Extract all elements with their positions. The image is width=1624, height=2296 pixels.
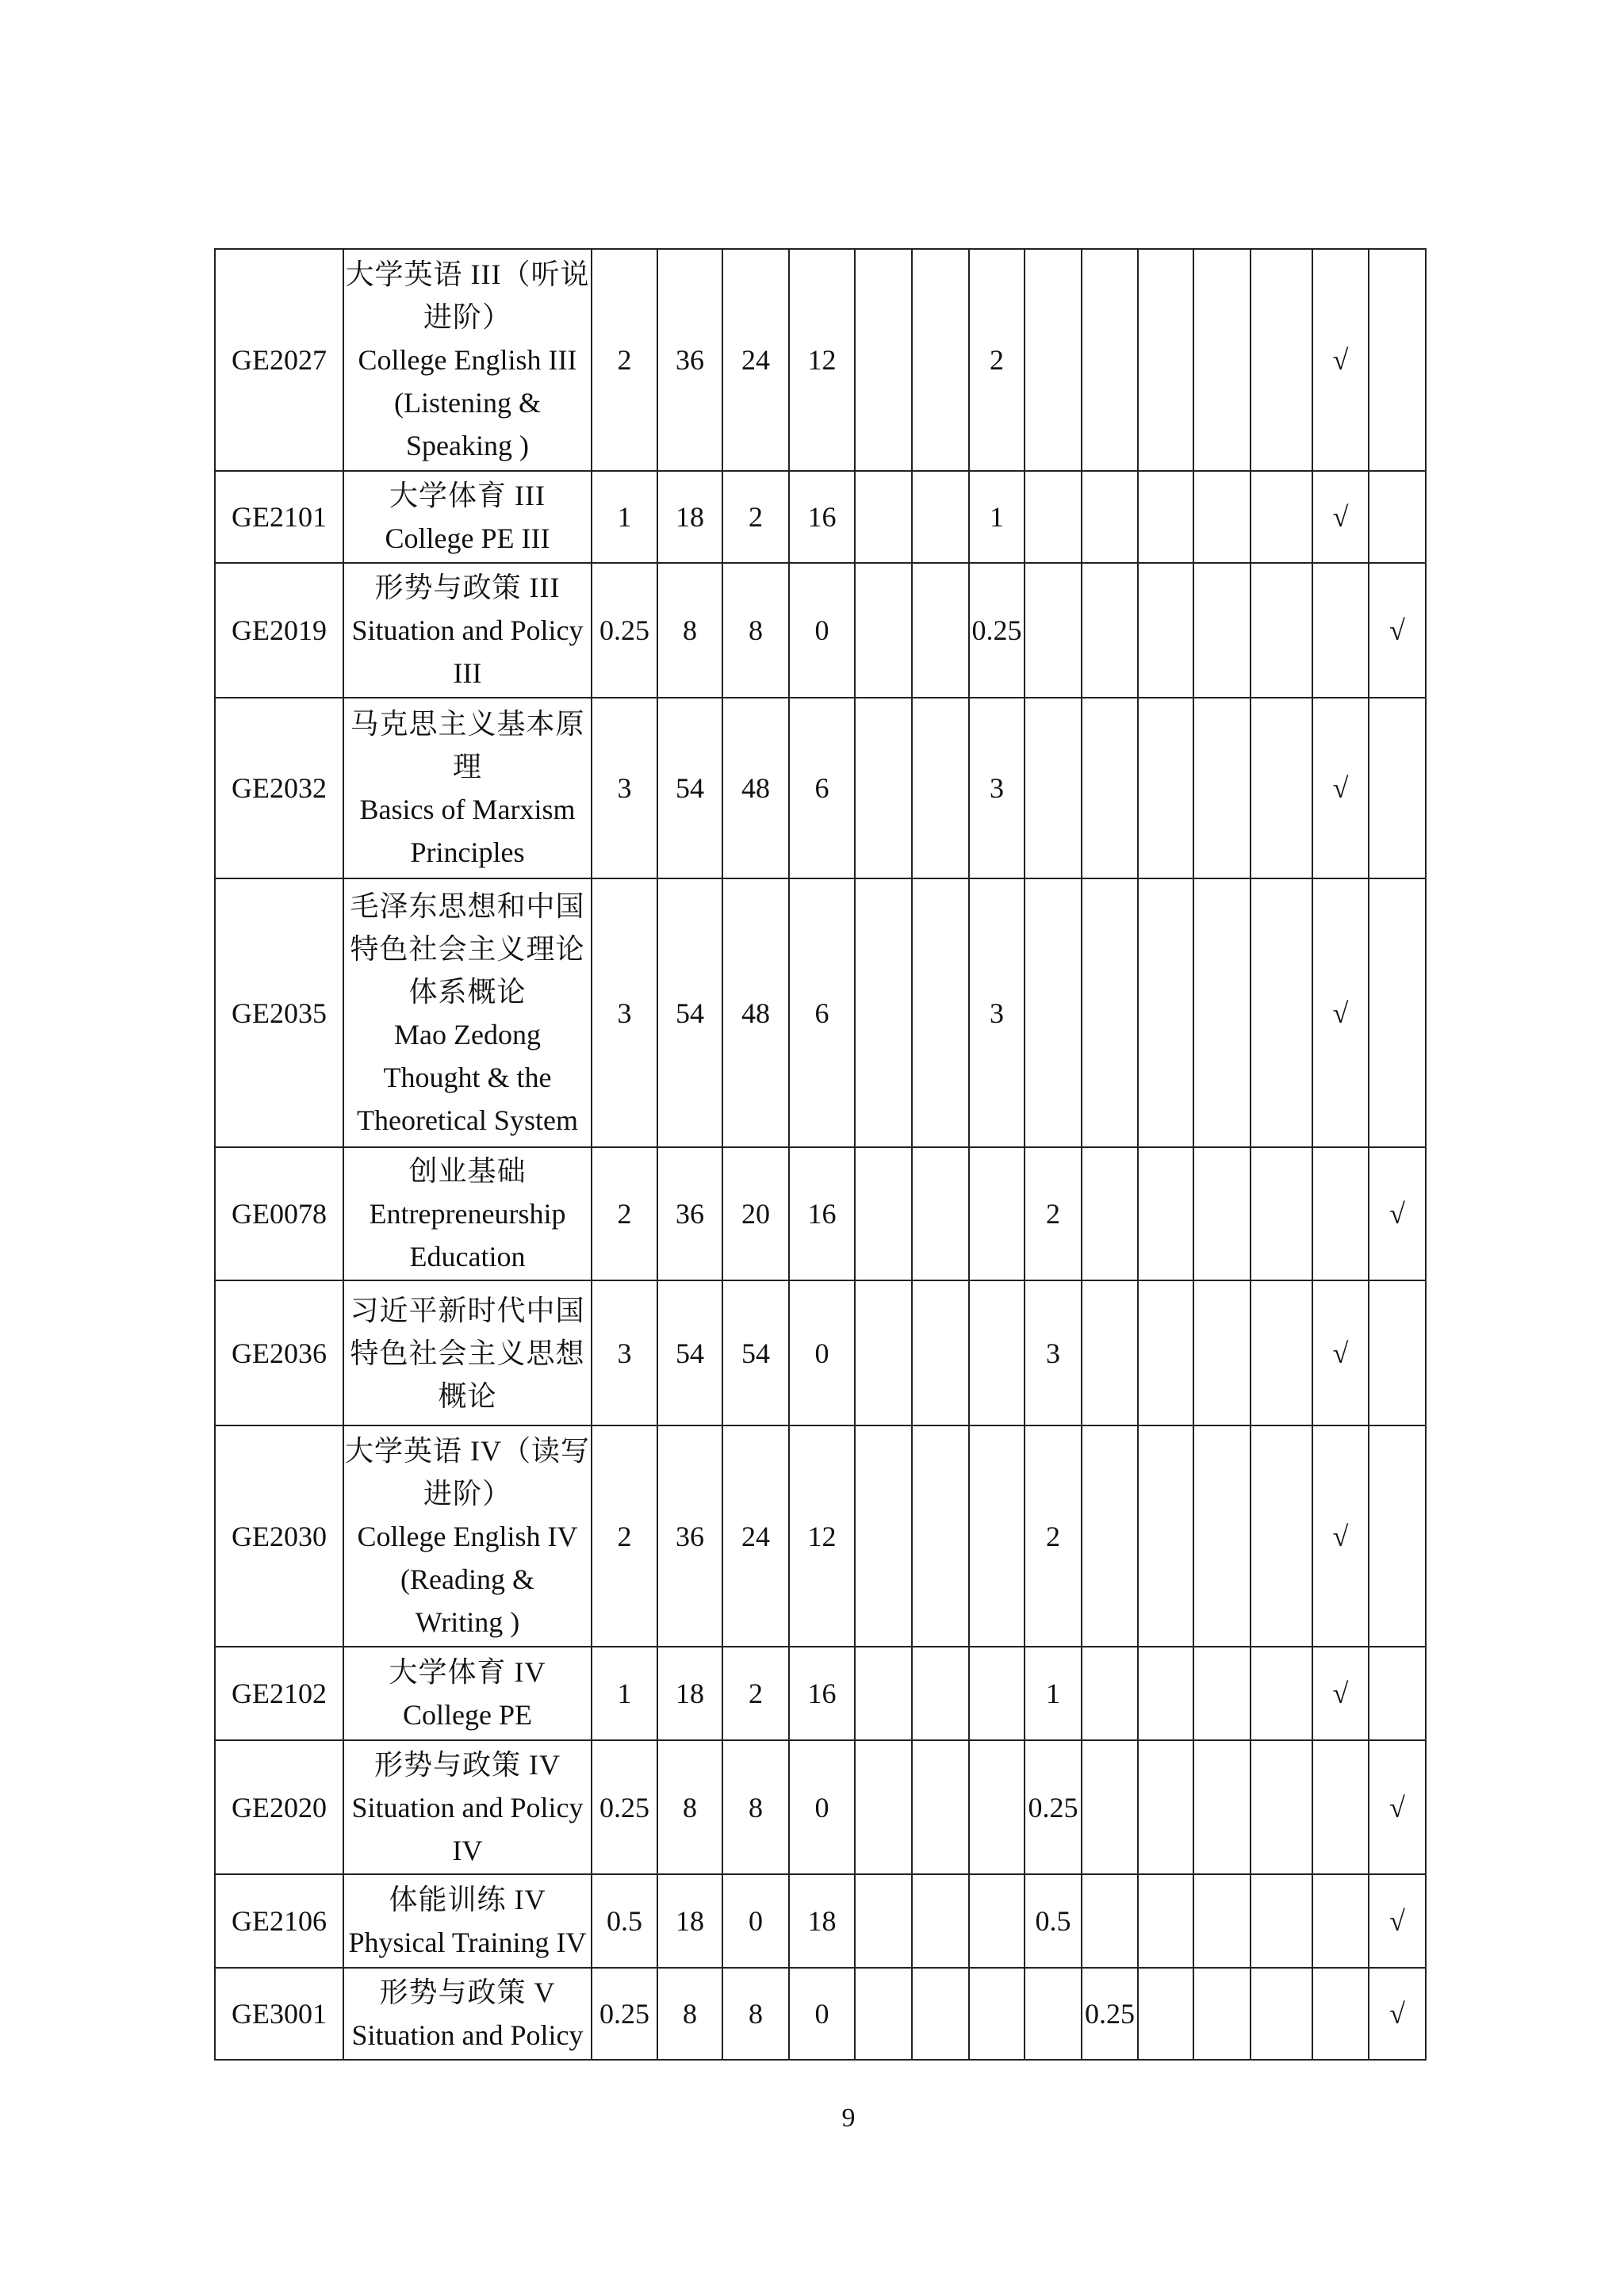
semester-3-cell [969,1147,1025,1280]
table-row [215,1874,1426,1968]
semester-3-cell: 2 [969,249,1025,471]
credits-cell: 2 [592,249,657,471]
semester-8-cell [1251,1280,1312,1425]
total-hours-cell: 54 [657,1280,722,1425]
credits-cell: 3 [592,698,657,878]
semester-7-cell [1193,1425,1251,1647]
table-row [215,1425,1426,1647]
table-row [215,563,1426,698]
semester-6-cell [1138,878,1193,1147]
course-name-line: 大学英语 IV（读写 [345,1434,590,1467]
total-hours-cell: 54 [657,698,722,878]
semester-8-cell [1251,1647,1312,1740]
total-hours-cell: 36 [657,249,722,471]
semester-6-cell [1138,563,1193,698]
course-name-line: Principles [410,836,525,868]
course-name-line: 体能训练 IV [389,1884,546,1915]
course-name-line: 习近平新时代中国 [350,1294,585,1326]
course-name-line: (Reading & [400,1563,534,1595]
course-name-line: Thought & the [383,1061,552,1093]
elective-check-cell: √ [1369,1874,1426,1968]
course-code-cell: GE2035 [215,878,343,1147]
course-name-line: IV [452,1834,483,1866]
credits-cell: 0.25 [592,1968,657,2060]
elective-check-cell [1369,471,1426,563]
semester-8-cell [1251,471,1312,563]
credits-cell: 2 [592,1147,657,1280]
semester-8-cell [1251,1147,1312,1280]
table-row [215,249,1426,471]
practice-hours-cell: 18 [789,1874,855,1968]
credits-cell: 1 [592,1647,657,1740]
course-code-cell: GE2102 [215,1647,343,1740]
semester-4-cell [1025,471,1082,563]
semester-6-cell [1138,1647,1193,1740]
required-check-cell: √ [1312,471,1369,563]
semester-6-cell [1138,471,1193,563]
semester-5-cell [1082,698,1138,878]
lecture-hours-cell: 2 [722,1647,789,1740]
practice-hours-cell: 0 [789,1968,855,2060]
semester-8-cell [1251,563,1312,698]
course-name-line: 形势与政策 V [379,1976,556,2008]
course-code-cell: GE2027 [215,249,343,471]
required-check-cell [1312,1147,1369,1280]
semester-2-cell [912,1968,969,2060]
required-check-cell: √ [1312,698,1369,878]
course-name-line: (Listening & [394,387,541,419]
course-name-line: Entrepreneurship [369,1198,566,1230]
lecture-hours-cell: 8 [722,1968,789,2060]
elective-check-cell: √ [1369,563,1426,698]
course-name-line: Education [409,1241,526,1272]
semester-5-cell [1082,878,1138,1147]
semester-2-cell [912,1280,969,1425]
semester-3-cell: 3 [969,698,1025,878]
course-code-cell: GE2036 [215,1280,343,1425]
total-hours-cell: 8 [657,1740,722,1874]
semester-1-cell [855,1740,912,1874]
course-name-line: 创业基础 [408,1155,527,1187]
semester-3-cell [969,1740,1025,1874]
semester-5-cell [1082,1740,1138,1874]
semester-6-cell [1138,1874,1193,1968]
semester-3-cell [969,1280,1025,1425]
required-check-cell: √ [1312,878,1369,1147]
course-code-cell: GE2101 [215,471,343,563]
semester-1-cell [855,471,912,563]
semester-5-cell [1082,1874,1138,1968]
semester-1-cell [855,1425,912,1647]
semester-7-cell [1193,1968,1251,2060]
semester-5-cell [1082,471,1138,563]
semester-6-cell [1138,1740,1193,1874]
course-code-cell: GE2106 [215,1874,343,1968]
course-name-line: Mao Zedong [394,1018,541,1050]
lecture-hours-cell: 48 [722,878,789,1147]
semester-2-cell [912,1647,969,1740]
semester-1-cell [855,249,912,471]
course-name-line: Basics of Marxism [359,794,576,825]
required-check-cell [1312,1968,1369,2060]
lecture-hours-cell: 48 [722,698,789,878]
course-name-line: Situation and Policy [351,2019,584,2051]
course-name-line: College PE [403,1699,532,1731]
table-row [215,1147,1426,1280]
total-hours-cell: 18 [657,471,722,563]
semester-3-cell [969,1647,1025,1740]
required-check-cell: √ [1312,1647,1369,1740]
course-name-line: 特色社会主义思想 [350,1337,585,1369]
semester-2-cell [912,878,969,1147]
semester-1-cell [855,1147,912,1280]
practice-hours-cell: 12 [789,1425,855,1647]
course-name-line: 体系概论 [408,975,527,1008]
semester-7-cell [1193,1280,1251,1425]
semester-4-cell [1025,698,1082,878]
semester-2-cell [912,563,969,698]
elective-check-cell [1369,1647,1426,1740]
semester-5-cell: 0.25 [1082,1968,1138,2060]
semester-8-cell [1251,1425,1312,1647]
table-row [215,698,1426,878]
semester-8-cell [1251,1968,1312,2060]
semester-7-cell [1193,1874,1251,1968]
elective-check-cell [1369,1425,1426,1647]
course-name-line: Situation and Policy [351,1791,584,1823]
course-code-cell: GE2030 [215,1425,343,1647]
semester-1-cell [855,1647,912,1740]
practice-hours-cell: 0 [789,1280,855,1425]
semester-3-cell [969,1425,1025,1647]
semester-4-cell [1025,878,1082,1147]
semester-1-cell [855,878,912,1147]
semester-6-cell [1138,1280,1193,1425]
practice-hours-cell: 0 [789,1740,855,1874]
required-check-cell: √ [1312,249,1369,471]
course-name-line: College PE III [385,522,550,554]
elective-check-cell: √ [1369,1147,1426,1280]
semester-6-cell [1138,1425,1193,1647]
semester-2-cell [912,1740,969,1874]
credits-cell: 3 [592,1280,657,1425]
lecture-hours-cell: 0 [722,1874,789,1968]
table-row [215,471,1426,563]
course-name-cell [343,698,592,878]
course-name-line: Writing ) [415,1605,520,1638]
credits-cell: 0.5 [592,1874,657,1968]
semester-7-cell [1193,1647,1251,1740]
table-row [215,878,1426,1147]
semester-2-cell [912,1874,969,1968]
practice-hours-cell: 16 [789,1647,855,1740]
credits-cell: 0.25 [592,563,657,698]
course-name-line: 概论 [438,1380,497,1412]
semester-7-cell [1193,471,1251,563]
course-name-line: 大学体育 IV [389,1656,546,1688]
course-name-line: 特色社会主义理论 [350,932,585,965]
semester-7-cell [1193,878,1251,1147]
semester-7-cell [1193,1740,1251,1874]
elective-check-cell [1369,1280,1426,1425]
semester-8-cell [1251,249,1312,471]
lecture-hours-cell: 54 [722,1280,789,1425]
semester-5-cell [1082,249,1138,471]
total-hours-cell: 54 [657,878,722,1147]
table-row [215,1740,1426,1874]
semester-3-cell: 3 [969,878,1025,1147]
credits-cell: 3 [592,878,657,1147]
table-row [215,1968,1426,2060]
course-name-cell [343,249,592,471]
table-row [215,1647,1426,1740]
course-name-cell [343,471,592,563]
semester-1-cell [855,1874,912,1968]
course-name-line: III [453,657,482,689]
semester-7-cell [1193,698,1251,878]
course-name-cell [343,1425,592,1647]
required-check-cell: √ [1312,1280,1369,1425]
semester-1-cell [855,698,912,878]
semester-3-cell: 1 [969,471,1025,563]
course-name-line: 大学体育 III [389,480,546,511]
semester-6-cell [1138,1968,1193,2060]
credits-cell: 1 [592,471,657,563]
course-name-cell [343,1147,592,1280]
semester-6-cell [1138,698,1193,878]
course-name-line: Speaking ) [406,430,529,461]
total-hours-cell: 8 [657,563,722,698]
practice-hours-cell: 6 [789,878,855,1147]
lecture-hours-cell: 24 [722,1425,789,1647]
table-row [215,1280,1426,1425]
semester-4-cell [1025,563,1082,698]
course-name-cell [343,878,592,1147]
course-name-line: 大学英语 III（听说 [345,258,590,290]
page-number: 9 [841,2103,856,2133]
course-name-line: 形势与政策 IV [374,1748,561,1781]
course-name-cell [343,563,592,698]
lecture-hours-cell: 24 [722,249,789,471]
elective-check-cell: √ [1369,1968,1426,2060]
total-hours-cell: 36 [657,1425,722,1647]
lecture-hours-cell: 8 [722,563,789,698]
elective-check-cell [1369,878,1426,1147]
total-hours-cell: 8 [657,1968,722,2060]
total-hours-cell: 18 [657,1647,722,1740]
semester-5-cell [1082,1425,1138,1647]
semester-4-cell [1025,249,1082,471]
semester-3-cell [969,1968,1025,2060]
course-name-line: 形势与政策 III [374,572,561,603]
semester-5-cell [1082,1647,1138,1740]
course-name-line: College English III [358,344,577,376]
course-code-cell: GE0078 [215,1147,343,1280]
semester-4-cell: 1 [1025,1647,1082,1740]
semester-2-cell [912,471,969,563]
lecture-hours-cell: 20 [722,1147,789,1280]
course-name-line: Situation and Policy [351,614,584,646]
lecture-hours-cell: 2 [722,471,789,563]
semester-5-cell [1082,1280,1138,1425]
semester-6-cell [1138,249,1193,471]
semester-7-cell [1193,563,1251,698]
total-hours-cell: 18 [657,1874,722,1968]
semester-3-cell [969,1874,1025,1968]
required-check-cell [1312,1874,1369,1968]
semester-2-cell [912,1147,969,1280]
lecture-hours-cell: 8 [722,1740,789,1874]
course-code-cell: GE2019 [215,563,343,698]
required-check-cell: √ [1312,1425,1369,1647]
semester-1-cell [855,1280,912,1425]
elective-check-cell [1369,249,1426,471]
table-body [215,249,1426,2060]
course-name-line: Theoretical System [357,1104,578,1136]
course-name-cell [343,1740,592,1874]
semester-2-cell [912,1425,969,1647]
course-name-line: 毛泽东思想和中国 [350,890,585,922]
semester-4-cell [1025,1968,1082,2060]
course-name-cell [343,1647,592,1740]
course-name-cell [343,1280,592,1425]
semester-4-cell: 0.25 [1025,1740,1082,1874]
course-code-cell: GE3001 [215,1968,343,2060]
practice-hours-cell: 0 [789,563,855,698]
semester-6-cell [1138,1147,1193,1280]
practice-hours-cell: 12 [789,249,855,471]
semester-8-cell [1251,878,1312,1147]
practice-hours-cell: 16 [789,1147,855,1280]
course-name-line: 进阶） [423,1477,511,1510]
credits-cell: 0.25 [592,1740,657,1874]
semester-5-cell [1082,563,1138,698]
semester-8-cell [1251,1740,1312,1874]
course-name-line: 马克思主义基本原 [350,708,585,740]
semester-4-cell: 0.5 [1025,1874,1082,1968]
elective-check-cell [1369,698,1426,878]
semester-2-cell [912,698,969,878]
practice-hours-cell: 6 [789,698,855,878]
course-code-cell: GE2020 [215,1740,343,1874]
credits-cell: 2 [592,1425,657,1647]
semester-7-cell [1193,1147,1251,1280]
semester-1-cell [855,1968,912,2060]
semester-4-cell: 3 [1025,1280,1082,1425]
semester-7-cell [1193,249,1251,471]
course-name-cell [343,1874,592,1968]
course-name-cell [343,1968,592,2060]
course-name-line: Physical Training IV [348,1927,587,1958]
course-name-line: 进阶） [423,301,511,333]
semester-5-cell [1082,1147,1138,1280]
semester-3-cell: 0.25 [969,563,1025,698]
semester-4-cell: 2 [1025,1147,1082,1280]
semester-4-cell: 2 [1025,1425,1082,1647]
semester-2-cell [912,249,969,471]
course-name-line: 理 [452,751,482,783]
course-code-cell: GE2032 [215,698,343,878]
semester-8-cell [1251,1874,1312,1968]
total-hours-cell: 36 [657,1147,722,1280]
semester-1-cell [855,563,912,698]
elective-check-cell: √ [1369,1740,1426,1874]
course-name-line: College English IV [357,1520,578,1552]
required-check-cell [1312,563,1369,698]
required-check-cell [1312,1740,1369,1874]
semester-8-cell [1251,698,1312,878]
course-table [214,248,1427,2061]
practice-hours-cell: 16 [789,471,855,563]
